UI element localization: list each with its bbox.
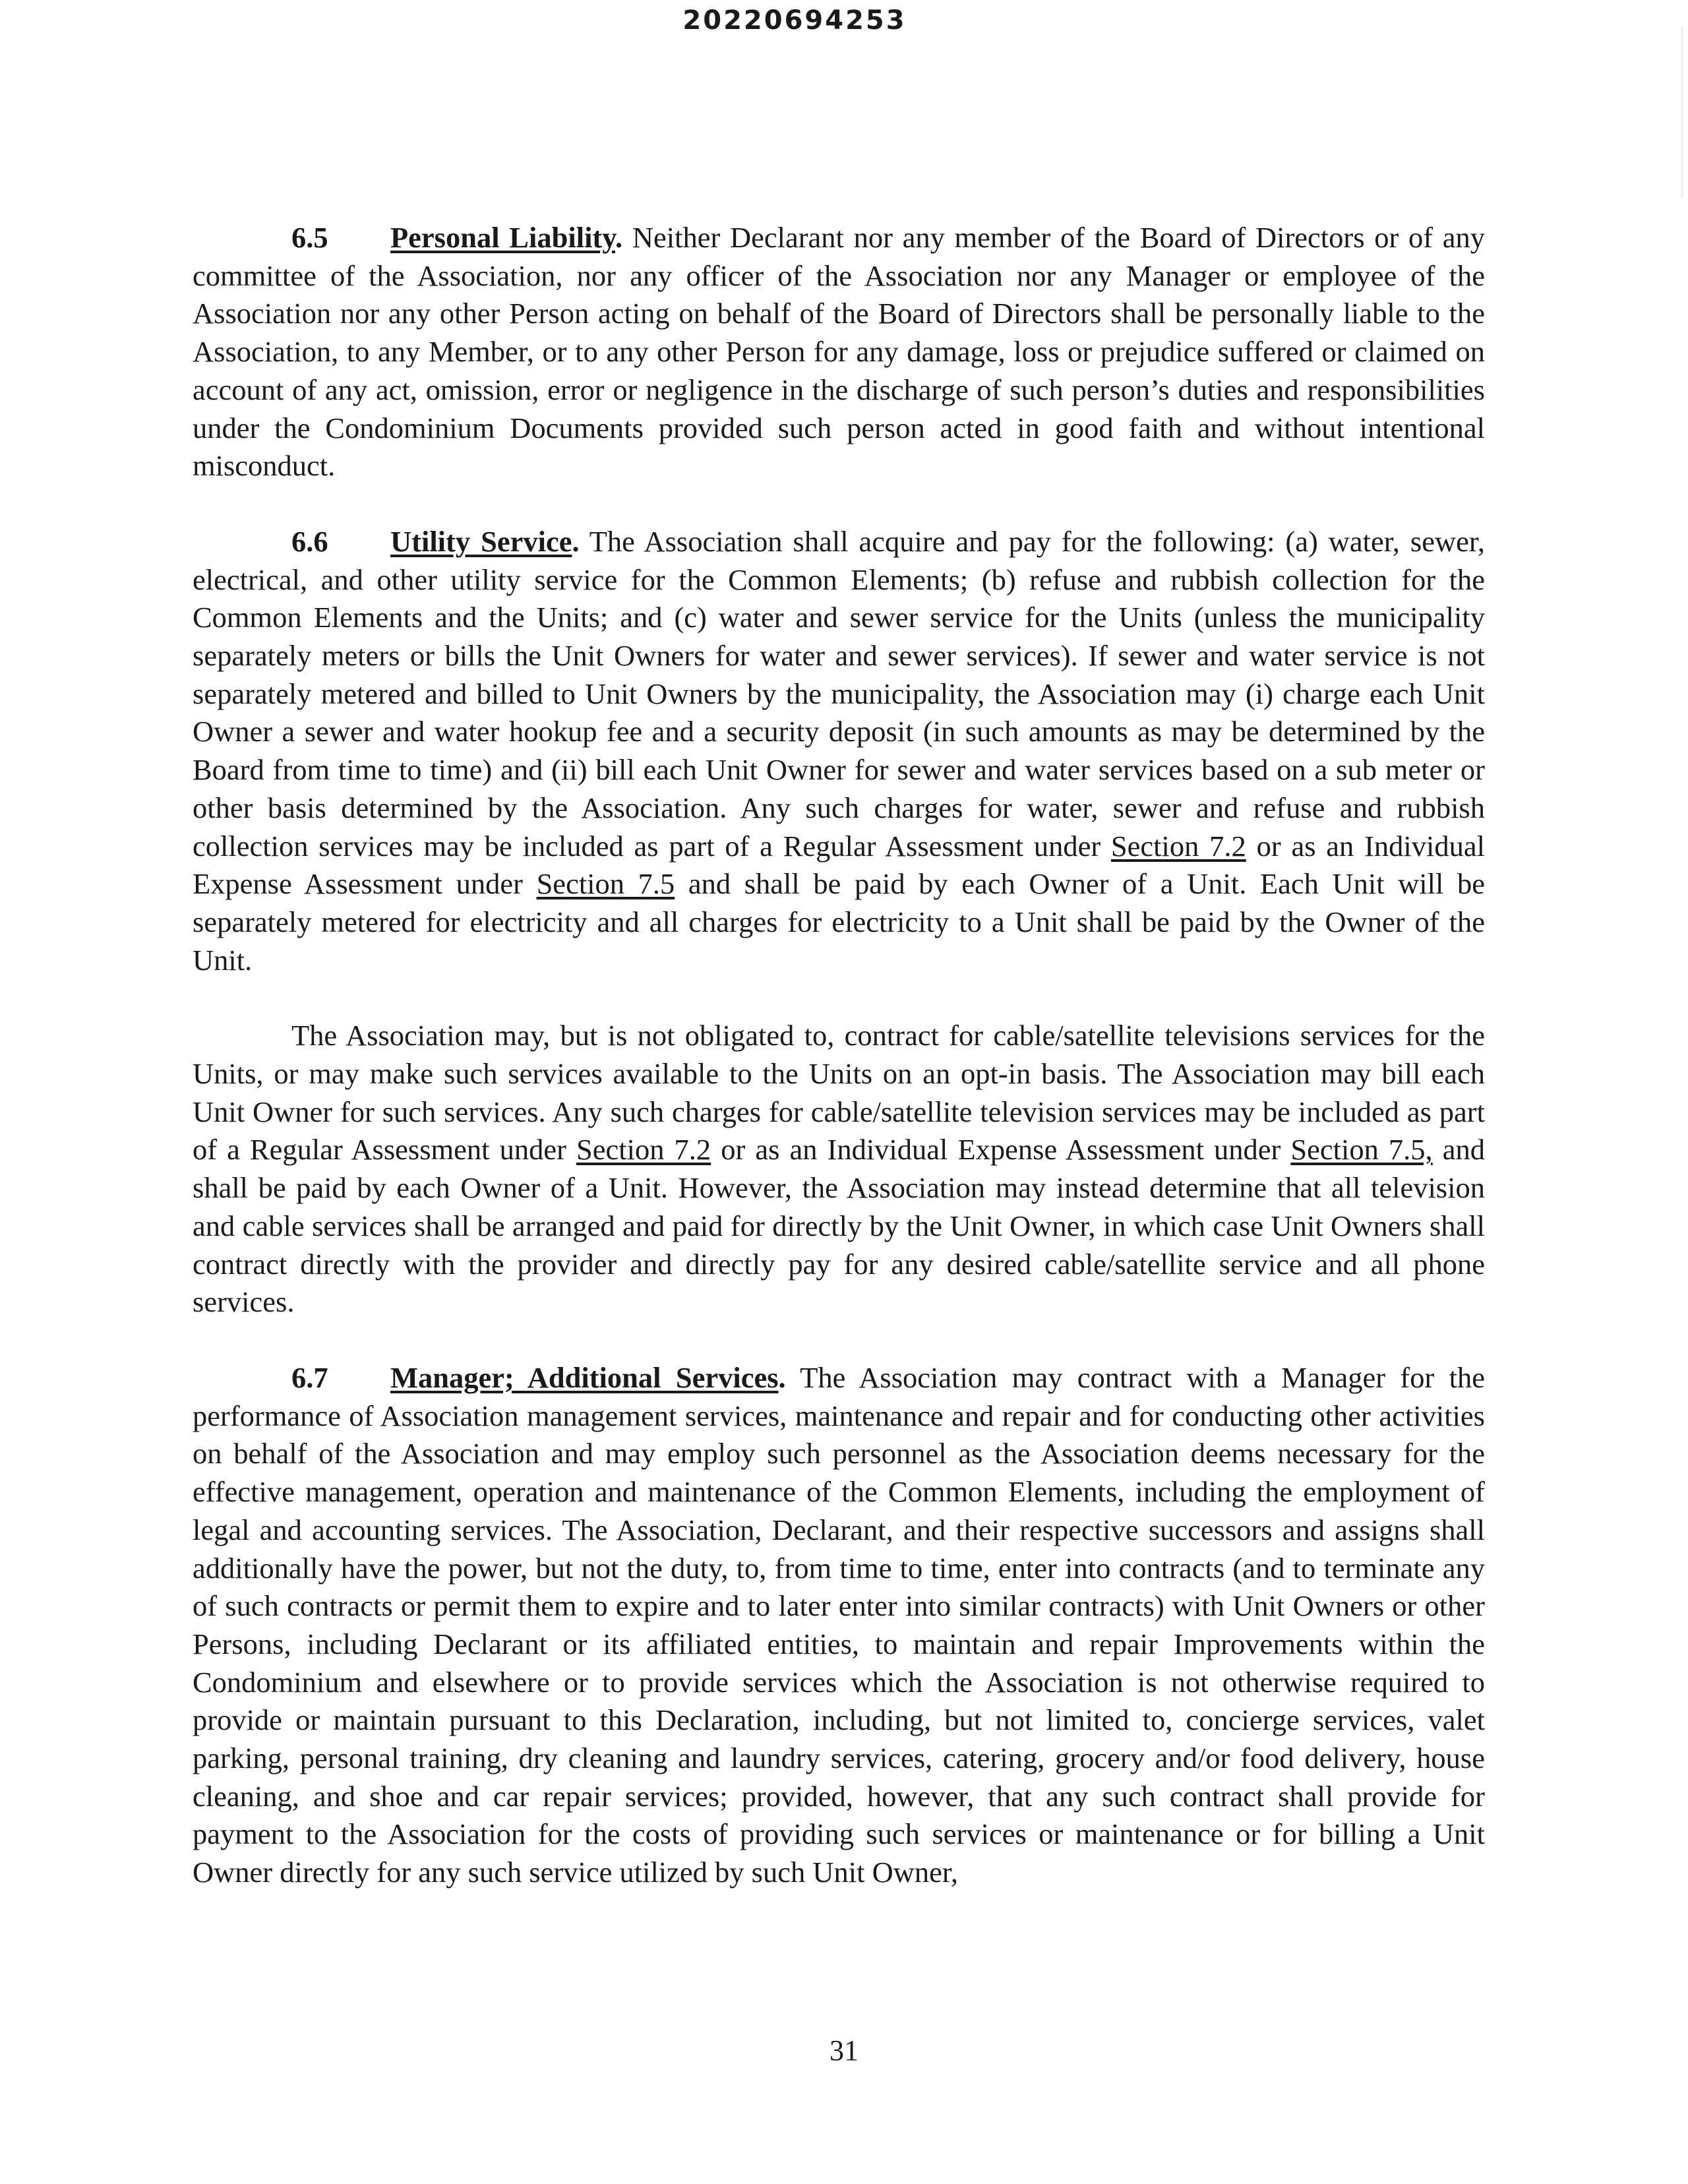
section-text: The Association shall acquire and pay for the following: (a) water, sewer, electrical, and other utility service for the Common Elements; (b) refuse and rubbish collection for the Common Elements and the Units; and (c) water and sewer service for the Units (unless the municipality separately meters or bills the Unit Owners for water and sewer services). If sewer and water service is not separately metered and billed to Unit Owners by the municipality, the Association may (i) charge each Unit Owner a sewer and water hookup fee and a security deposit (in such amounts as may be determined by the Board from time to time) and (ii) bill each Unit Owner for sewer and water services based on a sub meter or other basis determined by the Association. Any such charges for water, sewer and refuse and rubbish collection services may be included as part of a Regular Assessment under: [193, 524, 1486, 863]
section-reference-link: Section 7.2: [576, 1133, 711, 1167]
section-heading: Manager; Additional Services: [390, 1360, 779, 1394]
section-reference-link: Section 7.2: [1110, 829, 1246, 863]
section-6-5-paragraph: 6.5 Personal Liability. Neither Declarant nor any member of the Board of Directors or of any committee of the Association, nor any officer of the Association nor any Manager or employee of the Association nor any other Person acting on behalf of the Board of Directors shall be personally liable to the Association, to any Member, or to any other Person for any damage, loss or prejudice suffered or claimed on account of any act, omission, error or negligence in the discharge of such person’s duties and responsibilities under the Condominium Documents provided such person acted in good faith and without intentional misconduct.: [193, 221, 1485, 483]
section-6-6-paragraph: 6.6 Utility Service. The Association shall acquire and pay for the following: (a) water, sewer, electrical, and other utility service for the Common Elements; (b) refuse and rubbish collection for the Common Elements and the Units; and (c) water and sewer service for the Units (unless the municipality separately meters or bills the Unit Owners for water and sewer services). If sewer and water service is not separately metered and billed to Unit Owners by the municipality, the Association may (i) charge each Unit Owner a sewer and water hookup fee and a security deposit (in such amounts as may be determined by the Board from time to time) and (ii) bill each Unit Owner for sewer and water services based on a sub meter or other basis determined by the Association. Any such charges for water, sewer and refuse and rubbish collection services may be included as part of a Regular Assessment under Section 7.2 or as an Individual Expense Assessment under Section 7.5 and shall be paid by each Owner of a Unit. Each Unit will be separately metered for electricity and all charges for electricity to a Unit shall be paid by the Owner of the Unit.: [193, 524, 1486, 977]
section-text: Neither Declarant nor any member of the Board of Directors or of any committee of the Association, nor any officer of the Association nor any Manager or employee of the Association nor any other Person acting on behalf of the Board of Directors shall be personally liable to the Association, to any Member, or to any other Person for any damage, loss or prejudice suffered or claimed on account of any act, omission, error or negligence in the discharge of such person’s duties and responsibilities under the Condominium Documents provided such person acted in good faith and without intentional misconduct.: [193, 221, 1485, 483]
section-reference-link: Section 7.5,: [1290, 1133, 1433, 1167]
section-text: The Association may contract with a Manager for the performance of Association management services, maintenance and repair and for conducting other activities on behalf of the Association and may employ such personnel as the Association deems necessary for the effective management, operation and maintenance of the Common Elements, including the employment of legal and accounting services. The Association, Declarant, and their respective successors and assigns shall additionally have the power, but not the duty, to, from time to time, enter into contracts (and to terminate any of such contracts or permit them to expire and to later enter into similar contracts) with Unit Owners or other Persons, including Declarant or its affiliated entities, to maintain and repair Improvements within the Condominium and elsewhere or to provide services which the Association is not otherwise required to provide or maintain pursuant to this Declaration, including, but not limited to, concierge services, valet parking, personal training, dry cleaning and laundry services, catering, grocery and/or food delivery, house cleaning, and shoe and car repair services; provided, however, that any such contract shall provide for payment to the Association for the costs of providing such services or maintenance or for billing a Unit Owner directly for any such service utilized by such Unit Owner,: [193, 1360, 1486, 1889]
heading-period: .: [778, 1360, 786, 1394]
section-6-7-paragraph: 6.7 Manager; Additional Services. The Association may contract with a Manager for the performance of Association management services, maintenance and repair and for conducting other activities on behalf of the Association and may employ such personnel as the Association deems necessary for the effective management, operation and maintenance of the Common Elements, including the employment of legal and accounting services. The Association, Declarant, and their respective successors and assigns shall additionally have the power, but not the duty, to, from time to time, enter into contracts (and to terminate any of such contracts or permit them to expire and to later enter into similar contracts) with Unit Owners or other Persons, including Declarant or its affiliated entities, to maintain and repair Improvements within the Condominium and elsewhere or to provide services which the Association is not otherwise required to provide or maintain pursuant to this Declaration, including, but not limited to, concierge services, valet parking, personal training, dry cleaning and laundry services, catering, grocery and/or food delivery, house cleaning, and shoe and car repair services; provided, however, that any such contract shall provide for payment to the Association for the costs of providing such services or maintenance or for billing a Unit Owner directly for any such service utilized by such Unit Owner,: [193, 1360, 1486, 1889]
section-text: The Association may, but is not obligated to, contract for cable/satellite televisions services for the Units, or may make such services available to the Units on an opt-in basis. The Association may bill each Unit Owner for such services. Any such charges for cable/satellite television services may be included as part of a Regular Assessment under: [193, 1019, 1485, 1167]
section-reference-link: Section 7.5: [536, 867, 675, 901]
section-text: and shall be paid by each Owner of a Unit. Each Unit will be separately metered for electricity and all charges for electricity to a Unit shall be paid by the Owner of the Unit.: [193, 867, 1485, 977]
recording-document-number: 20220694253: [682, 5, 907, 36]
section-heading: Utility Service: [390, 524, 572, 558]
page-number: 31: [829, 2034, 859, 2067]
document-body: [193, 219, 1485, 1929]
section-6-6-continuation-paragraph: [193, 1017, 1485, 1321]
section-text: or as an Individual Expense Assessment under: [193, 829, 1485, 901]
section-text: and shall be paid by each Owner of a Unit. However, the Association may instead determine that all television and cable services shall be arranged and paid for directly by the Unit Owner, in which case Unit Owners shall contract directly with the provider and directly pay for any desired cable/satellite service and all phone services.: [193, 1133, 1485, 1319]
scan-edge-mark: [1681, 26, 1683, 198]
section-text: or as an Individual Expense Assessment under: [711, 1133, 1291, 1167]
heading-period: .: [572, 524, 580, 558]
section-heading: Personal Liability: [390, 221, 616, 254]
heading-period: .: [615, 221, 623, 254]
